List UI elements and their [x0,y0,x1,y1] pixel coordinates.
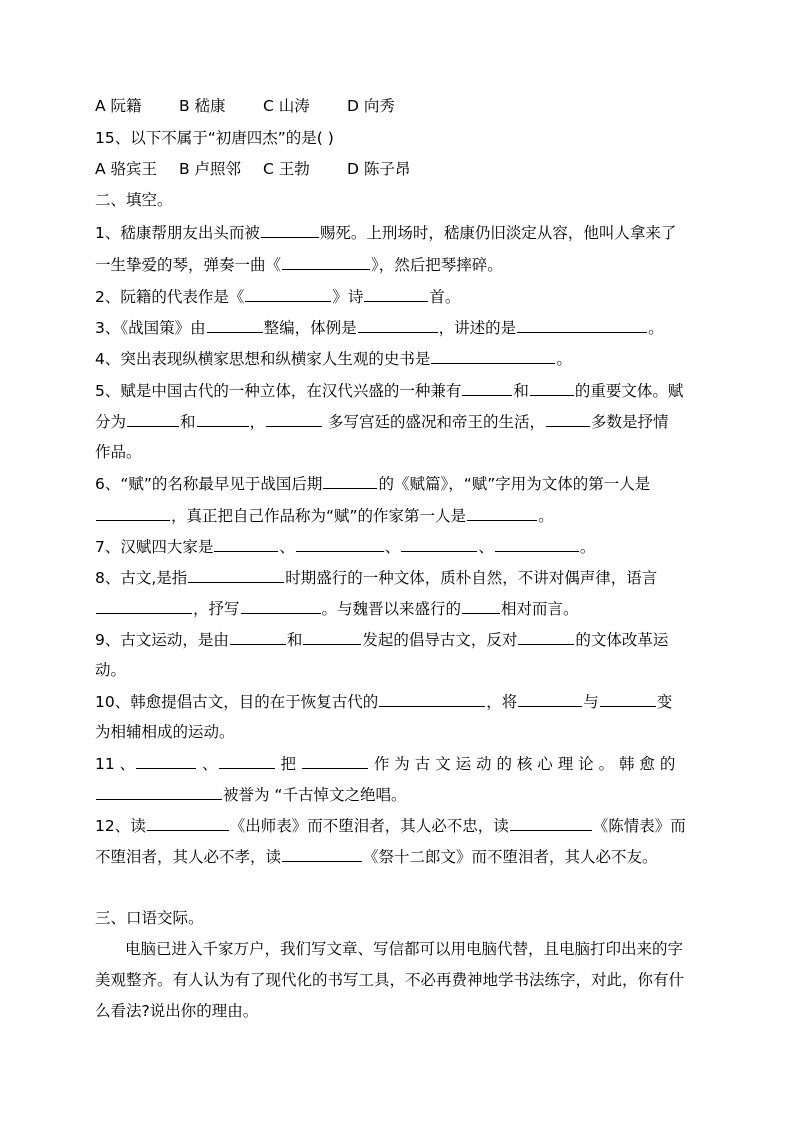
q7-separator: 、 [478,538,494,556]
q5-text-h: 多数是抒情 [590,413,669,431]
q9-text-d: 的文体改革运 [575,631,669,649]
answer-blank[interactable] [147,813,229,831]
q6-text-c: ，真正把自己作品称为“赋”的作家第一人是 [171,507,467,525]
fill-q5-line2 [95,409,669,433]
q4-text-b: 。 [556,350,572,368]
answer-blank[interactable] [96,782,222,800]
fill-q6-line2 [95,503,554,527]
q8-text-c: ，抒写 [193,600,240,618]
fill-q6-line1 [95,471,650,495]
q11-text-d: 作 为 古 文 运 动 的 核 心 理 论 。 韩 愈 的 [368,755,676,773]
q1-text-a: 1、嵇康帮朋友出头而被 [95,224,260,242]
fill-q4 [95,346,572,370]
section-3-title: 三、口语交际。 [95,909,204,927]
q3-text-d: 。 [648,319,664,337]
q9-text-b: 和 [286,631,303,649]
q5-text-f: ， [249,413,266,431]
q3-text-c: ，讲述的是 [438,319,517,337]
q8-text-e: 相对而言。 [501,600,579,618]
q5-text-d: 分为 [95,413,127,431]
q11-text-c: 把 [275,755,301,773]
answer-blank[interactable] [364,284,428,302]
fill-q1-line2 [95,252,503,276]
fill-q8-line2 [95,596,579,620]
answer-blank[interactable] [462,596,500,614]
q7-text-a: 7、汉赋四大家是 [95,538,214,556]
q12-text-b: 《出师表》而不堕泪者，其人必不忠，读 [229,817,509,835]
answer-blank[interactable] [282,252,370,270]
answer-blank[interactable] [245,284,331,302]
q3-text-b: 整编，体例是 [263,319,357,337]
q2-text-a: 2、阮籍的代表作是《 [95,288,245,306]
answer-blank[interactable] [510,813,592,831]
answer-blank[interactable] [261,220,319,238]
q11-text-a: 11 、 [95,755,136,773]
answer-blank[interactable] [517,315,647,333]
q15-options [95,157,410,181]
q8-text-a: 8、古文,是指 [95,569,188,587]
q4-text-a: 4、突出表现纵横家思想和纵横家人生观的史书是 [95,350,431,368]
q12-text-a: 12、读 [95,817,146,835]
fill-q9-line1 [95,627,668,651]
q9-text-a: 9、古文运动，是由 [95,631,229,649]
oral-paragraph-line3: 么看法?说出你的理由。 [95,1002,259,1020]
answer-blank[interactable] [518,627,574,645]
answer-blank[interactable] [462,378,512,396]
answer-blank[interactable] [303,627,361,645]
fill-q9-line2: 动。 [95,661,127,679]
q6-text-b: 的《赋篇》，“赋”字用为文体的第一人是 [378,475,651,493]
q15-option-a: A 骆宾王 [95,160,158,178]
q6-text-a: 6、“赋”的名称最早见于战国后期 [95,475,323,493]
q12-text-d: 不堕泪者，其人必不孝，读 [95,848,282,866]
fill-q10-line1 [95,689,672,713]
answer-blank[interactable] [241,596,321,614]
answer-blank[interactable] [518,689,582,707]
oral-paragraph-line2: 美观整齐。有人认为有了现代化的书写工具，不必再费神地学书法练字，对此，你有什 [95,971,685,989]
q14-option-b: B 嵇康 [179,97,226,115]
answer-blank[interactable] [358,315,438,333]
q15-question: 15、以下不属于“初唐四杰”的是( ) [95,129,334,147]
q15-option-c: C 王勃 [263,160,310,178]
fill-q11-line2 [95,782,406,806]
answer-blank[interactable] [323,471,377,489]
fill-q2 [95,284,460,308]
q10-text-d: 变 [656,693,673,711]
q10-text-b: ，将 [486,693,518,711]
answer-blank[interactable] [282,844,362,862]
q7-separator: 、 [279,538,295,556]
q9-text-c: 发起的倡导古文，反对 [362,631,518,649]
q12-text-e: 《祭十二郎文》而不堕泪者，其人必不友。 [363,848,658,866]
q14-option-c: C 山涛 [263,97,310,115]
q15-option-b: B 卢照邻 [179,160,242,178]
q1-text-c: 一生挚爱的琴，弹奏一曲《 [95,256,282,274]
q2-text-b: 》诗 [332,288,364,306]
answer-blank[interactable] [96,596,192,614]
fill-q8-line1 [95,565,657,589]
q10-text-c: 与 [583,693,599,711]
oral-paragraph-line1: 电脑已进入千家万户，我们写文章、写信都可以用电脑代替，且电脑打印出来的字 [125,940,684,958]
q6-text-d: 。 [538,507,554,525]
answer-blank[interactable] [467,503,537,521]
answer-blank[interactable] [214,534,278,552]
answer-blank[interactable] [530,378,574,396]
fill-q5-line3: 作品。 [95,443,142,461]
section-2-title: 二、填空。 [95,191,173,209]
answer-blank[interactable] [296,534,384,552]
q1-text-d: 》，然后把琴摔碎。 [371,256,503,274]
q5-text-a: 5、赋是中国古代的一种立体，在汉代兴盛的一种兼有 [95,382,462,400]
q5-text-e: 和 [180,413,196,431]
q14-option-a: A 阮籍 [95,97,142,115]
q7-end: 。 [579,538,596,556]
q10-text-a: 10、韩愈提倡古文，目的在于恢复古代的 [95,693,379,711]
q11-text-e: 被誉为 “千古悼文之绝唱。 [223,786,407,804]
fill-q5-line1 [95,378,683,402]
q5-text-g: 多写宫廷的盛况和帝王的生活， [323,413,545,431]
fill-q1-line1 [95,220,676,244]
fill-q12-line2 [95,844,658,868]
q1-text-b: 赐死。上刑场时，嵇康仍旧淡定从容，他叫人拿来了 [319,224,677,242]
fill-q11-line1 [95,751,675,775]
answer-blank[interactable] [401,534,477,552]
q5-text-b: 和 [513,382,529,400]
q12-text-c: 《陈情表》而 [592,817,686,835]
answer-blank[interactable] [96,503,170,521]
q11-text-b: 、 [197,755,218,773]
q3-text-a: 3、《战国策》由 [95,319,206,337]
q2-text-c: 首。 [429,288,461,306]
answer-blank[interactable] [302,751,368,769]
answer-blank[interactable] [219,751,275,769]
answer-blank[interactable] [207,315,263,333]
fill-q12-line1 [95,813,686,837]
q14-option-d: D 向秀 [347,97,395,115]
answer-blank[interactable] [188,565,284,583]
answer-blank[interactable] [266,409,322,427]
answer-blank[interactable] [136,751,196,769]
answer-blank[interactable] [600,689,656,707]
fill-q10-line2: 为相辅相成的运动。 [95,723,235,741]
q8-text-d: 。与魏晋以来盛行的 [321,600,462,618]
answer-blank[interactable] [230,627,286,645]
answer-blank[interactable] [379,689,485,707]
answer-blank[interactable] [495,534,579,552]
answer-blank[interactable] [197,409,249,427]
q5-text-c: 的重要文体。赋 [574,382,684,400]
q8-text-b: 时期盛行的一种文体，质朴自然，不讲对偶声律，语言 [285,569,658,587]
fill-q7 [95,534,595,558]
q7-separator: 、 [384,538,401,556]
q15-option-d: D 陈子昂 [347,160,411,178]
fill-q3 [95,315,664,339]
answer-blank[interactable] [546,409,590,427]
answer-blank[interactable] [127,409,179,427]
q14-options [95,94,395,118]
answer-blank[interactable] [431,346,555,364]
